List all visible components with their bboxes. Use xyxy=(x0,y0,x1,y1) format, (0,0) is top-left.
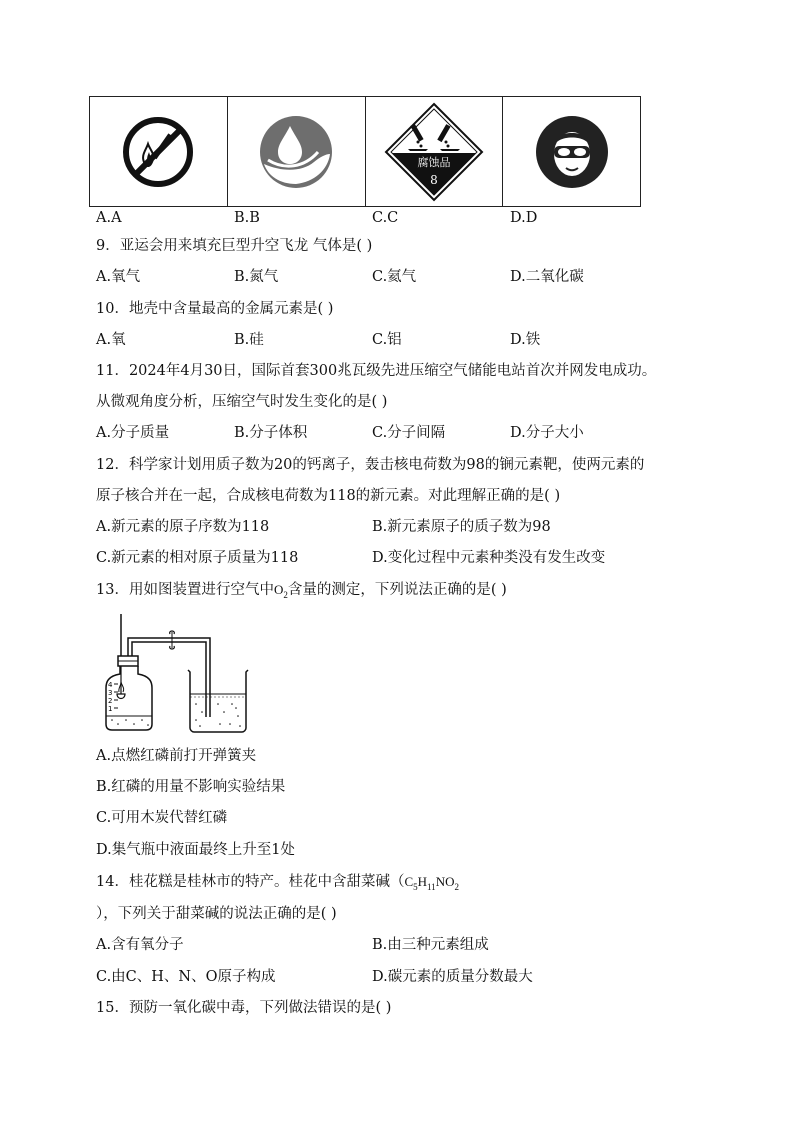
sign-option-a[interactable]: A.A xyxy=(96,210,122,226)
oxygen-measurement-apparatus xyxy=(100,612,250,734)
sign-cell-d xyxy=(503,97,640,206)
scale-mark-3: 3 xyxy=(108,689,113,697)
q9-option-d[interactable]: D.二氧化碳 xyxy=(510,269,584,285)
q14-option-c[interactable]: C.由C、H、N、O原子构成 xyxy=(96,969,276,985)
q14-option-d[interactable]: D.碳元素的质量分数最大 xyxy=(372,969,533,985)
question-11-stem-line1: 11．2024年4月30日，国际首套300兆瓦级先进压缩空气储能电站首次并网发电成功。 xyxy=(96,363,657,379)
sign-option-d[interactable]: D.D xyxy=(510,210,538,226)
q10-option-d[interactable]: D.铁 xyxy=(510,332,541,348)
scale-mark-4: 4 xyxy=(108,681,113,689)
question-15-stem: 15．预防一氧化碳中毒，下列做法错误的是( ) xyxy=(96,1000,392,1016)
corrosive-hazard-icon xyxy=(384,102,484,202)
scale-mark-2: 2 xyxy=(108,697,113,705)
q13-option-c[interactable]: C.可用木炭代替红磷 xyxy=(96,810,228,826)
q13-option-d[interactable]: D.集气瓶中液面最终上升至1处 xyxy=(96,842,295,858)
q12-option-c[interactable]: C.新元素的相对原子质量为118 xyxy=(96,550,299,566)
q13-option-b[interactable]: B.红磷的用量不影响实验结果 xyxy=(96,779,286,795)
sign-option-c[interactable]: C.C xyxy=(372,210,399,226)
q9-option-b[interactable]: B.氮气 xyxy=(234,269,279,285)
q13-option-a[interactable]: A.点燃红磷前打开弹簧夹 xyxy=(96,748,257,764)
question-14-stem-line1: 14．桂花糕是桂林市的特产。桂花中含甜菜碱（$C_5H_{11}NO_2$ xyxy=(96,874,459,892)
safety-signs-table xyxy=(89,96,641,207)
question-11-stem-line2: 从微观角度分析，压缩空气时发生变化的是( ) xyxy=(96,394,388,410)
q12-option-a[interactable]: A.新元素的原子序数为118 xyxy=(96,519,270,535)
sign-cell-a xyxy=(90,97,228,206)
q10-option-b[interactable]: B.硅 xyxy=(234,332,264,348)
q14-option-b[interactable]: B.由三种元素组成 xyxy=(372,937,489,953)
q9-option-a[interactable]: A.氧气 xyxy=(96,269,141,285)
q12-option-b[interactable]: B.新元素原子的质子数为98 xyxy=(372,519,551,535)
o2-formula: $O_2$ xyxy=(273,582,288,600)
q11-option-b[interactable]: B.分子体积 xyxy=(234,425,308,441)
q10-option-c[interactable]: C.铝 xyxy=(372,332,402,348)
betaine-formula: $C_5H_{11}NO_2$ xyxy=(404,874,459,892)
q11-option-d[interactable]: D.分子大小 xyxy=(510,425,584,441)
question-10-stem: 10．地壳中含量最高的金属元素是( ) xyxy=(96,301,334,317)
sign-cell-c xyxy=(366,97,504,206)
water-saving-icon xyxy=(256,112,336,192)
corrosive-label: 腐蚀品 xyxy=(417,155,451,169)
no-open-flame-icon xyxy=(120,114,196,190)
corrosive-class-number: 8 xyxy=(430,172,438,187)
q14-option-a[interactable]: A.含有氧分子 xyxy=(96,937,184,953)
sign-option-b[interactable]: B.B xyxy=(234,210,260,226)
question-9-stem: 9．亚运会用来填充巨型升空飞龙 气体是( ) xyxy=(96,238,373,254)
q12-option-d[interactable]: D.变化过程中元素种类没有发生改变 xyxy=(372,550,606,566)
q10-option-a[interactable]: A.氧 xyxy=(96,332,126,348)
question-13-stem: 13．用如图装置进行空气中$O_2$含量的测定，下列说法正确的是( ) xyxy=(96,582,507,600)
question-14-stem-line2: ），下列关于甜菜碱的说法正确的是( ) xyxy=(96,906,337,922)
question-12-stem-line2: 原子核合并在一起，合成核电荷数为118的新元素。对此理解正确的是( ) xyxy=(96,488,561,504)
q11-option-c[interactable]: C.分子间隔 xyxy=(372,425,446,441)
q9-option-c[interactable]: C.氦气 xyxy=(372,269,417,285)
question-12-stem-line1: 12．科学家计划用质子数为20的钙离子，轰击核电荷数为98的锎元素靶，使两元素的 xyxy=(96,457,645,473)
scale-mark-1: 1 xyxy=(108,705,113,713)
wear-goggles-icon xyxy=(532,112,612,192)
sign-cell-b xyxy=(228,97,366,206)
q11-option-a[interactable]: A.分子质量 xyxy=(96,425,170,441)
